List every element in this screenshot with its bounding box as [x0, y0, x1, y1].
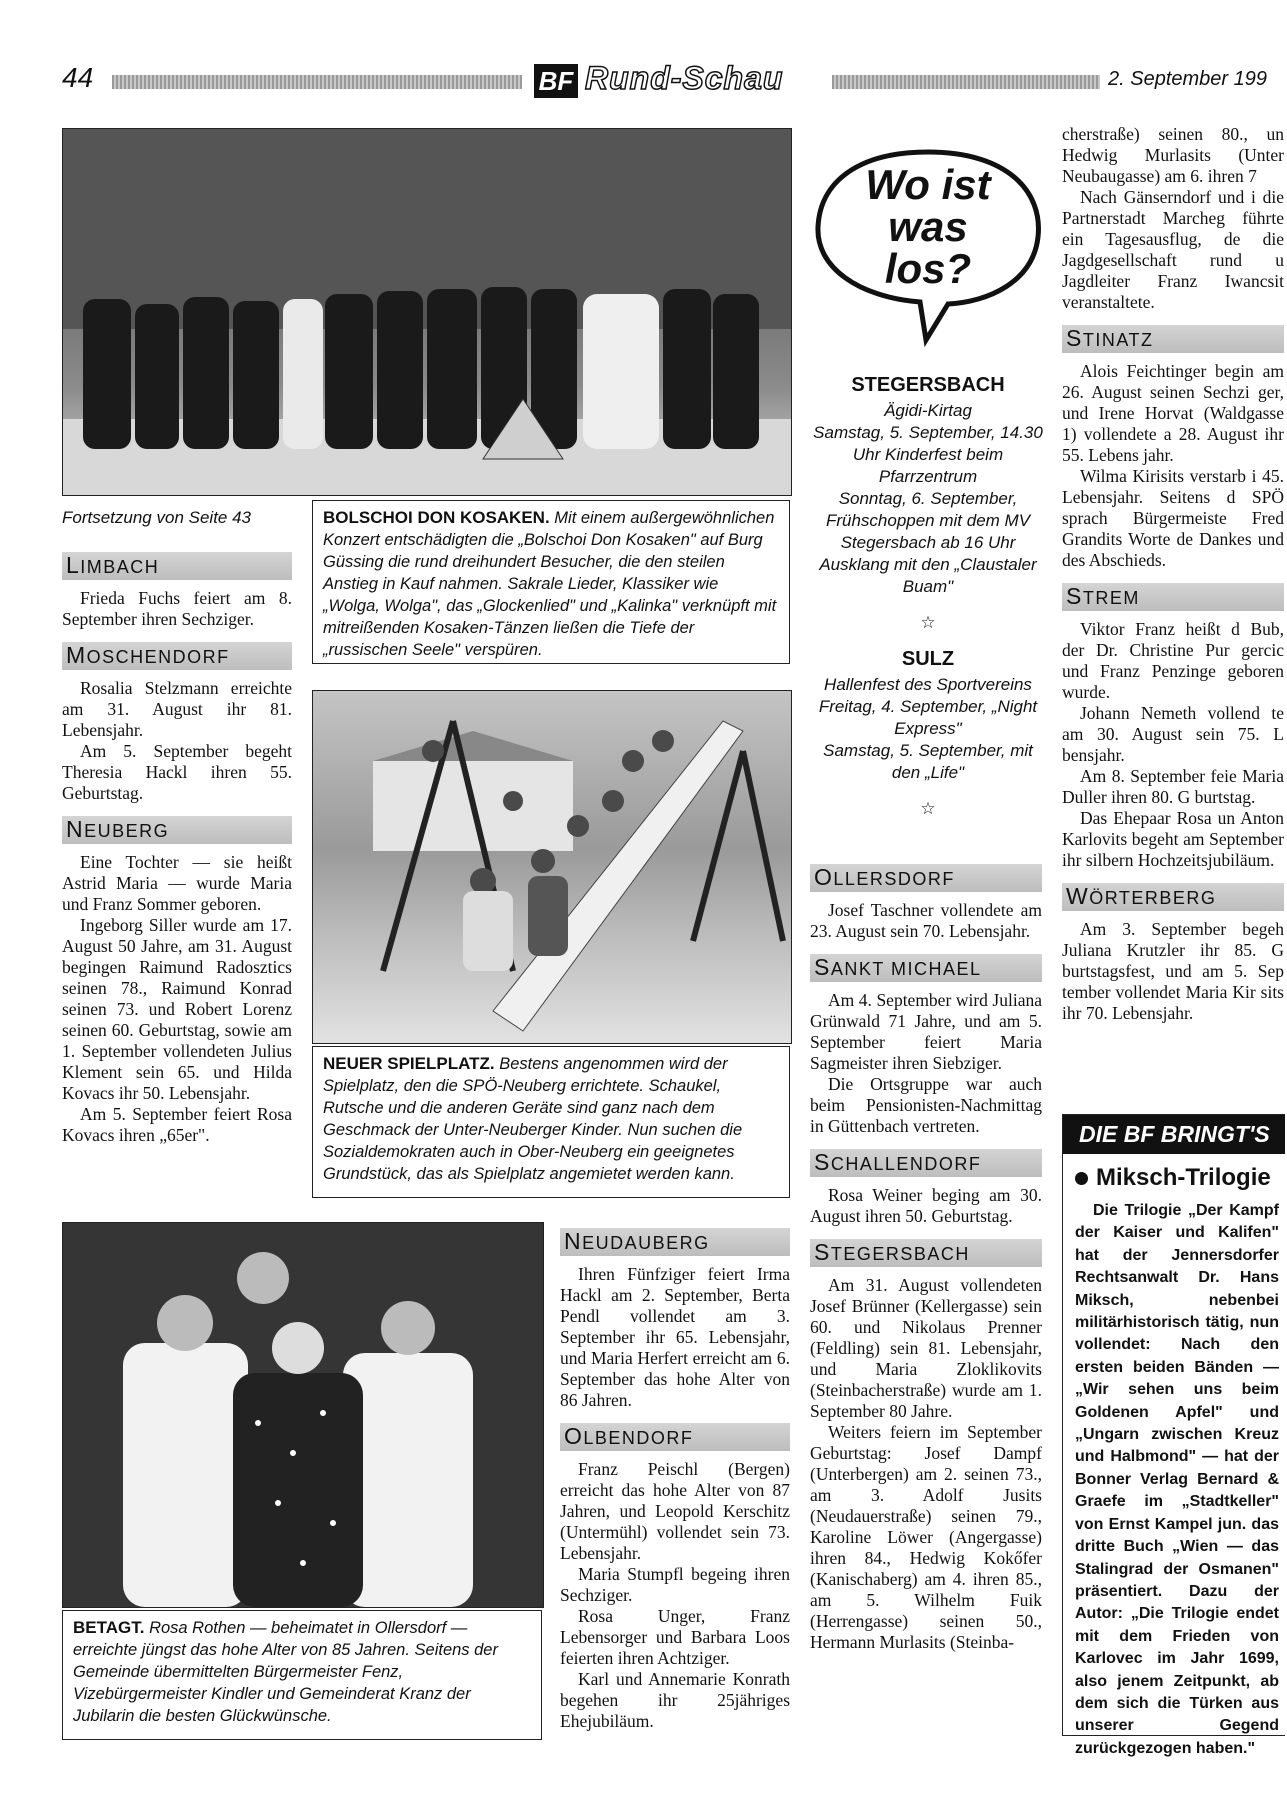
neuberg-text-1: Eine Tochter — sie heißt Astrid Maria — wurde Maria und Franz Sommer geboren.	[62, 852, 292, 914]
strem-text-1: Viktor Franz heißt d Bub, der Dr. Christine Pur gercic und Franz Penzinge geboren wurde.	[1062, 619, 1284, 702]
bf-bringts-banner: DIE BF BRINGT'S	[1063, 1115, 1285, 1154]
section-stegersbach: STEGERSBACH	[810, 1239, 1042, 1267]
sankt-michael-text-1: Am 4. September wird Juliana Grünwald 71 Jahre, und am 5. September feiert Maria Sagmeister ihren Siebziger.	[810, 990, 1042, 1073]
strem-text-4: Das Ehepaar Rosa un Anton Karlovits begeht am September ihr silbern Hochzeitsjubiläum.	[1062, 808, 1284, 870]
photo-betagt	[62, 1222, 544, 1608]
column-2-bottom	[560, 1214, 790, 1732]
page-number: 44	[62, 62, 94, 93]
kosaken-caption	[312, 500, 790, 664]
speech-bubble	[808, 142, 1048, 342]
moschendorf-text-1: Rosalia Stelzmann erreichte am 31. August ihr 81. Lebensjahr.	[62, 678, 292, 740]
betagt-caption	[62, 1610, 542, 1740]
betagt-photo-graphic	[63, 1223, 543, 1607]
event-sulz-details: Hallenfest des Sportvereins Freitag, 4. September, „Night Express" Samstag, 5. September, mit den „Life"	[818, 675, 1038, 782]
section-moschendorf: MOSCHENDORF	[62, 642, 292, 670]
kosaken-photo-graphic	[63, 129, 791, 495]
olbendorf-text-2: Maria Stumpfl begeing ihren Sechziger.	[560, 1564, 790, 1605]
issue-date: 2. September 199	[1108, 68, 1267, 90]
stinatz-text-2: Wilma Kirisits verstarb i 45. Lebensjahr. Seitens d SPÖ sprach Bürgermeiste Fred Grandits Worte de Dankes und des Abschieds.	[1062, 466, 1284, 570]
miksch-title-text: Miksch-Trilogie	[1096, 1164, 1271, 1191]
logo-bf: BF	[534, 64, 578, 98]
section-ollersdorf: OLLERSDORF	[810, 864, 1042, 892]
col4-text-1: cherstraße) seinen 80., un Hedwig Murlasits (Unter Neubaugasse) am 6. ihren 7	[1062, 124, 1284, 186]
olbendorf-text-3: Rosa Unger, Franz Lebensorger und Barbara Loos feierten ihren Achtziger.	[560, 1606, 790, 1668]
col4-text-2: Nach Gänserndorf und i die Partnerstadt Marcheg führte ein Tagesausflug, de die Jagdgesellschaft rund u Jagdleiter Franz Iwancsit veranstaltete.	[1062, 187, 1284, 312]
section-schallendorf: SCHALLENDORF	[810, 1149, 1042, 1177]
sankt-michael-text-2: Die Ortsgruppe war auch beim Pensionisten-Nachmittag in Güttenbach vertreten.	[810, 1074, 1042, 1136]
kosaken-caption-title: BOLSCHOI DON KOSAKEN.	[323, 508, 550, 527]
bf-bringts-box	[1062, 1114, 1285, 1757]
section-woerterberg: WÖRTERBERG	[1062, 883, 1284, 911]
events-list	[808, 374, 1048, 834]
spielplatz-photo-graphic	[313, 691, 791, 1043]
limbach-text: Frieda Fuchs feiert am 8. September ihren Sechziger.	[62, 588, 292, 629]
event-sulz-title: SULZ	[901, 648, 955, 670]
olbendorf-text-4: Karl und Annemarie Konrath begehen ihr 25jähriges Ehejubiläum.	[560, 1669, 790, 1731]
section-strem: STREM	[1062, 583, 1284, 611]
photo-bolschoi-don-kosaken	[62, 128, 792, 496]
bullet-icon	[1075, 1172, 1088, 1185]
betagt-caption-text: Rosa Rothen — beheimatet in Ollersdorf — erreichte jüngst das hohe Alter von 85 Jahren. Seitens der Gemeinde übermittelten Bürgermeister Fenz, Vizebürgermeister Kindler und Gemeinderat Kranz der Jubilarin die besten Glückwünsche.	[73, 1619, 498, 1725]
section-neudauberg: NEUDAUBERG	[560, 1228, 790, 1256]
neuberg-text-2: Ingeborg Siller wurde am 17. August 50 Jahre, am 31. August begingen Raimund Radosztics seinen 78., Raimund Konrad seinen 73. und Robert Lorenz seinen 60. Geburtstag, sowie am 1. September vollendeten Julius Klement sein 65. und Hilda Kovacs ihr 50. Lebensjahr.	[62, 915, 292, 1103]
section-stinatz: STINATZ	[1062, 325, 1284, 353]
column-3	[810, 864, 1042, 1653]
section-olbendorf: OLBENDORF	[560, 1423, 790, 1451]
spielplatz-caption-title: NEUER SPIELPLATZ.	[323, 1054, 495, 1073]
kosaken-caption-text: Mit einem außergewöhnlichen Konzert entschädigten die „Bolschoi Don Kosaken" auf Burg Güssing die rund dreihundert Besucher, die den steilen Anstieg in Kauf nahmen. Sakrale Lieder, Klassiker wie „Wolga, Wolga", das „Glockenlied" und „Kalinka" verknüpft mit mitreißenden Kosaken-Tänzen ließen die Tiefe der „russischen Seele" verspüren.	[323, 509, 777, 659]
woerterberg-text: Am 3. September begeh Juliana Krutzler ihr 85. G burtstagsfest, und am 5. Sep tember vollendet Maria Kir sits ihr 70. Lebensjahr.	[1062, 919, 1284, 1023]
header-rule-left	[112, 75, 522, 89]
spielplatz-caption-text: Bestens angenommen wird der Spielplatz, den die SPÖ-Neuberg errichtete. Schaukel, Rutsche und die anderen Geräte sind ganz nach dem Geschmack der Unter-Neuberger Kinder. Nun suchen die Sozialdemokraten auch in Ober-Neuberg ein geeignetes Grundstück, das als Spielplatz angemietet werden kann.	[323, 1055, 743, 1183]
spielplatz-caption	[312, 1046, 790, 1198]
event-stegersbach-title: STEGERSBACH	[851, 374, 1005, 396]
stegersbach-text-2: Weiters feiern im September Geburtstag: Josef Dampf (Unterbergen) am 2. seinen 73., am 3. Adolf Jusits (Neudauerstraße) seinen 79., Karoline Löwer (Angergasse) ihren 84., Hedwig Kokőfer (Kanischaberg) am 4. ihren 85., am 5. Wilhelm Fuik (Herrengasse) seinen 50., Hermann Murlasits (Steinba-	[810, 1422, 1042, 1652]
section-neuberg: NEUBERG	[62, 816, 292, 844]
column-4	[1062, 124, 1284, 1124]
header-rule-right	[832, 75, 1100, 89]
neudauberg-text: Ihren Fünfziger feiert Irma Hackl am 2. September, Berta Pendl vollendet am 3. September ihr 65. Lebensjahr, und Maria Herfert erreicht am 6. September das hohe Alter von 86 Jahren.	[560, 1264, 790, 1410]
photo-spielplatz	[312, 690, 792, 1044]
logo-rundschau: Rund-Schau	[585, 60, 784, 96]
neuberg-text-3: Am 5. September feiert Rosa Kovacs ihren „65er".	[62, 1104, 292, 1145]
miksch-text: Die Trilogie „Der Kampf der Kaiser und Kalifen" hat der Jennersdorfer Rechtsanwalt Dr. Hans Miksch, nebenbei militärhistorisch tätig, nun vollendet: Nach den ersten beiden Bänden — „Wir sehen uns beim Goldenen Apfel" und „Ungarn zwischen Kreuz und Halbmond" — hat der Bonner Verlag Bernard & Graefe im „Stadtkeller" von Ernst Kampel jun. das dritte Buch „Wien — das Stalingrad der Osmanen" präsentiert. Dazu der Autor: „Die Trilogie endet mit dem Frieden von Karlovec im Jahr 1699, also jenem Zeitpunkt, ab dem sich die Türken aus unserer Gegend zurückgezogen haben."	[1075, 1202, 1279, 1757]
star-divider-1: ☆	[920, 613, 936, 632]
ollersdorf-text: Josef Taschner vollendete am 23. August sein 70. Lebensjahr.	[810, 900, 1042, 941]
section-sankt-michael: SANKT MICHAEL	[810, 954, 1042, 982]
section-limbach: LIMBACH	[62, 552, 292, 580]
column-1	[62, 540, 292, 1146]
continuation-note: Fortsetzung von Seite 43	[62, 508, 252, 527]
star-divider-2: ☆	[920, 799, 936, 818]
strem-text-3: Am 8. September feie Maria Duller ihren 80. G burtstag.	[1062, 766, 1284, 807]
strem-text-2: Johann Nemeth vollend te am 30. August sein 75. L bensjahr.	[1062, 703, 1284, 765]
moschendorf-text-2: Am 5. September begeht Theresia Hackl ihren 55. Geburtstag.	[62, 741, 292, 803]
bubble-text: Wo ist was los?	[865, 161, 991, 292]
stegersbach-text-1: Am 31. August vollendeten Josef Brünner (Kellergasse) sein 60. und Nikolaus Prenner (Feldling) sein 81. Lebensjahr, und Maria Zloklikovits (Steinbacherstraße) wurde am 1. September 80 Jahre.	[810, 1275, 1042, 1421]
stinatz-text-1: Alois Feichtinger begin am 26. August seinen Sechzi ger, und Irene Horvat (Waldgasse 1) vollendete a 28. August ihr 55. Lebens jahr.	[1062, 361, 1284, 465]
betagt-caption-title: BETAGT.	[73, 1618, 145, 1637]
miksch-title	[1075, 1164, 1279, 1192]
schallendorf-text: Rosa Weiner beging am 30. August ihren 50. Geburtstag.	[810, 1185, 1042, 1226]
event-stegersbach-details: Ägidi-Kirtag Samstag, 5. September, 14.30 Uhr Kinderfest beim Pfarrzentrum Sonntag, 6. September, Frühschoppen mit dem MV Stegersbach ab 16 Uhr Ausklang mit den „Claustaler Buam"	[813, 401, 1043, 596]
olbendorf-text-1: Franz Peischl (Bergen) erreicht das hohe Alter von 87 Jahren, und Leopold Kerschitz (Untermühl) vollendet sein 73. Lebensjahr.	[560, 1459, 790, 1563]
